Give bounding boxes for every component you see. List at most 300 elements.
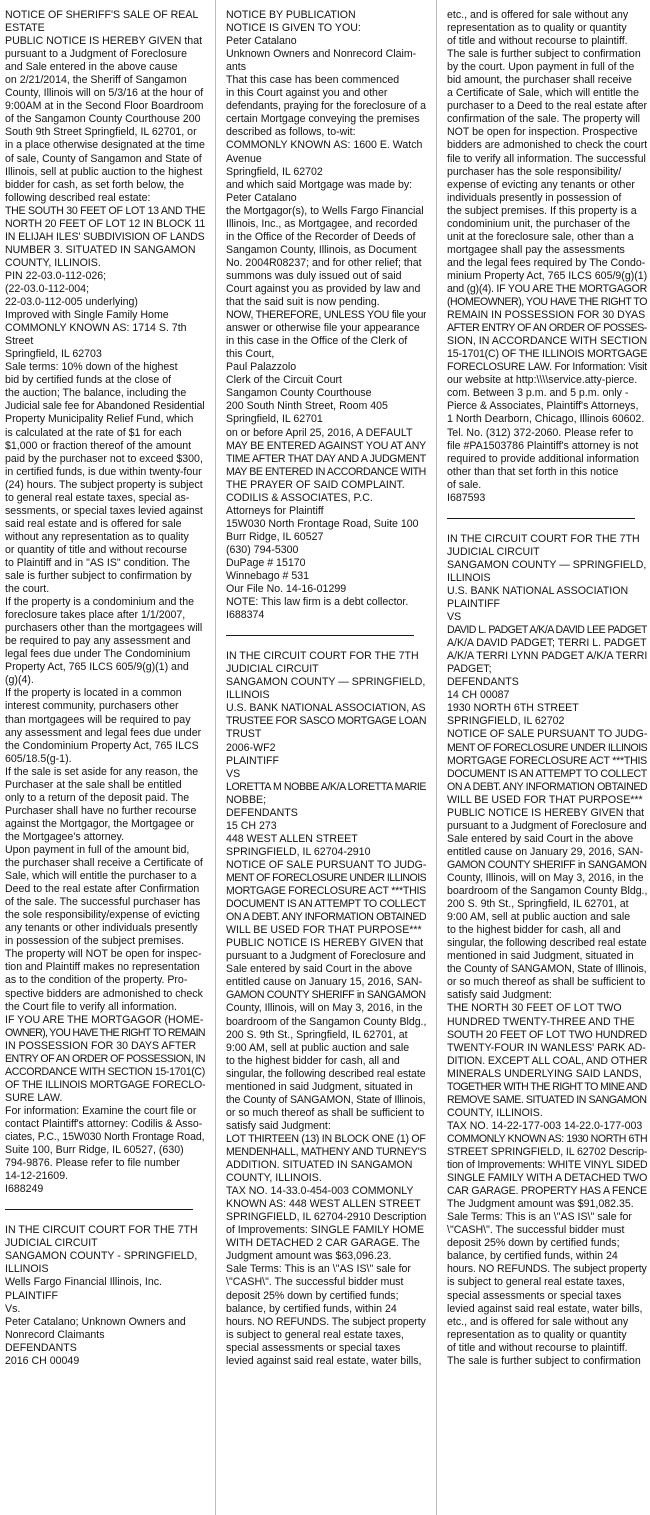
notice-text-line: bidders are admonished to check the court — [447, 139, 647, 152]
notice-text-line: singular, the following described real estate — [447, 937, 647, 950]
notice-text-line: Springfield, IL 62701 — [226, 413, 323, 426]
notice-text-line: Sale entered by said Court in the above — [226, 963, 413, 976]
notice-text-line: hours. NO REFUNDS. The subject property — [226, 1315, 426, 1328]
notice-text-line: For information: Examine the court file or — [5, 1104, 197, 1117]
notice-text-line: that the said suit is now pending. — [226, 296, 380, 309]
notice-text-line: special assessments or special taxes — [447, 1289, 622, 1302]
notice-text-line: is subject to general real estate taxes, — [447, 1276, 625, 1289]
notice-text-line: purchaser to a Deed to the real estate after — [447, 100, 647, 113]
notice-text-line: COUNTY, ILLINOIS. — [226, 1172, 322, 1185]
notice-text-line: \"CASH\". The successful bidder must — [447, 1224, 625, 1237]
notice-text-line: PLAINTIFF — [226, 754, 279, 767]
notice-text-line: WILL BE USED FOR THAT PURPOSE*** — [226, 924, 422, 937]
notice-text-line: Unknown Owners and Nonrecord Claim- — [226, 48, 417, 61]
notice-text-line: Court against you as provided by law and — [226, 282, 421, 295]
notice-text-line: No. 2004R08237; and for other relief; that — [226, 256, 422, 269]
notice-text-line: CAR GARAGE. PROPERTY HAS A FENCE — [447, 1185, 647, 1198]
column-2 — [226, 9, 426, 1515]
notice-text-line: $1,000 or fraction thereof of the amount — [5, 439, 192, 452]
notice-text-line: of title and without recourse to plaintiff. — [447, 35, 628, 48]
notice-text-line: 200 South Ninth Street, Room 405 — [226, 400, 388, 413]
notice-text-line: 15W030 North Frontage Road, Suite 100 — [226, 517, 419, 530]
notice-text-line: in the Office of the Recorder of Deeds of — [226, 230, 416, 243]
notice-text-line: contact Plaintiff's attorney: Codilis & Asso- — [5, 1117, 203, 1130]
notice-text-line: SPRINGFIELD, IL 62702 — [447, 715, 565, 728]
notice-text-line: ACCORDANCE WITH SECTION 15-1701(C) — [5, 1065, 205, 1078]
notice-text-line: JUDICIAL CIRCUIT — [5, 1237, 98, 1250]
notice-text-line: IN ELIJAH ILES' SUBDIVISION OF LANDS — [5, 230, 205, 243]
notice-text-line: the auction; The balance, including the — [5, 387, 187, 400]
notice-text-line: ILLINOIS — [226, 689, 270, 702]
notice-text-line: MORTGAGE FORECLOSURE ACT ***THIS — [447, 754, 647, 767]
notice-text-line: County, Illinois, will on May 3, 2016, in the — [447, 872, 644, 884]
legal-notice — [226, 650, 426, 1368]
notice-text-line: PUBLIC NOTICE IS HEREBY GIVEN that — [447, 806, 645, 819]
notice-text-line: levied against said real estate, water bills, — [447, 1302, 643, 1315]
notice-text-line: Judicial sale fee for Abandoned Residential — [5, 400, 205, 413]
notice-text-line: SPRINGFIELD, IL 62704-2910 — [226, 845, 371, 858]
notice-text-line: the subject premises. If this property is a — [447, 204, 637, 217]
notice-text-line: mentioned in said Judgment, situated in — [447, 950, 634, 963]
notice-text-line: TAX NO. 14-22-177-003 14-22.0-177-003 — [447, 1119, 643, 1132]
notice-text-line: VS — [226, 767, 241, 780]
notice-text-line: THE NORTH 30 FEET OF LOT TWO — [447, 1002, 622, 1015]
notice-text-line: SURE LAW. — [5, 1091, 63, 1104]
notice-text-line: boardroom of the Sangamon County Bldg., — [226, 1015, 426, 1028]
notice-text-line: is calculated at the rate of $1 for each — [5, 426, 182, 439]
notice-text-line: ENTRY OF AN ORDER OF POSSESSION, IN — [5, 1052, 205, 1065]
notice-text-line: tion and Plaintiff makes no representation — [5, 961, 200, 974]
notice-text-line: The Judgment amount was $91,082.35. — [447, 1198, 634, 1211]
notice-text-line: in this Court against you and other — [226, 87, 388, 100]
notice-text-line: to the highest bidder for cash, all and — [226, 1054, 400, 1067]
notice-text-line: DuPage # 15170 — [226, 556, 306, 569]
notice-text-line: deposit 25% down by certified funds; — [447, 1237, 620, 1250]
notice-text-line: deposit 25% down by certified funds; — [226, 1289, 399, 1302]
notice-text-line: is subject to general real estate taxes, — [226, 1328, 404, 1341]
notice-text-line: South 9th Street Springfield, IL 62701, or — [5, 126, 197, 139]
notice-text-line: GAMON COUNTY SHERIFF in SANGAMON — [447, 858, 647, 871]
notice-text-line: (g)(4). — [5, 674, 34, 687]
notice-text-line: ILLINOIS — [447, 571, 491, 584]
notice-text-line: etc., and is offered for sale without any — [447, 9, 629, 21]
notice-text-line: ESTATE — [5, 22, 45, 35]
notice-text-line: in a place otherwise designated at the time — [5, 139, 205, 152]
notice-text-line: or so much thereof as shall be sufficient to — [226, 1106, 425, 1119]
notice-divider — [5, 1209, 193, 1210]
notice-text-line: Suite 100, Burr Ridge, IL 60527, (630) — [5, 1144, 184, 1157]
notice-text-line: purchasers other than the mortgagees will — [5, 622, 203, 635]
notice-text-line: NOBBE; — [226, 793, 267, 806]
legal-notice — [5, 1224, 205, 1368]
notice-text-line: CODILIS & ASSOCIATES, P.C. — [226, 491, 373, 504]
notice-text-line: REMOVE SAME. SITUATED IN SANGAMON — [447, 1093, 647, 1106]
notice-text-line: sessments, or special taxes levied against — [5, 504, 203, 517]
notice-text-line: SOUTH 20 FEET OF LOT TWO HUNDRED — [447, 1028, 647, 1041]
notice-text-line: than mortgagees will be required to pay — [5, 713, 191, 726]
notice-text-line: 22-03.0-112-005 underlying) — [5, 296, 138, 309]
notice-text-line: (630) 794-5300 — [226, 543, 299, 556]
notice-text-line: The sale is further subject to confirmation — [447, 1354, 641, 1367]
notice-text-line: the Court file to verify all information. — [5, 1000, 177, 1013]
notice-text-line: Purchaser shall have no further recourse — [5, 804, 197, 817]
notice-text-line: the purchaser shall receive a Certificate of — [5, 857, 203, 870]
notice-text-line: MAY BE ENTERED IN ACCORDANCE WITH — [226, 465, 426, 478]
notice-text-line: 794-9876. Please refer to file number — [5, 1157, 180, 1170]
notice-text-line: pursuant to a Judgment of Foreclosure — [5, 48, 187, 61]
notice-text-line: THE SOUTH 30 FEET OF LOT 13 AND THE — [5, 204, 205, 217]
notice-text-line: Sale, which will entitle the purchaser to a — [5, 870, 197, 883]
notice-text-line: OWNER), YOU HAVE THE RIGHT TO REMAIN — [5, 1026, 205, 1039]
notice-text-line: TAX NO. 14-33.0-454-003 COMMONLY — [226, 1185, 414, 1198]
notice-text-line: AFTER ENTRY OF AN ORDER OF POSSES- — [447, 322, 647, 335]
notice-text-line: etc., and is offered for sale without any — [447, 1315, 629, 1328]
notice-text-line: 15-1701(C) OF THE ILLINOIS MORTGAGE — [447, 348, 647, 361]
notice-text-line: Attorneys for Plaintiff — [226, 504, 324, 517]
notice-text-line: REMAIN IN POSSESSION FOR 30 DYAS — [447, 309, 646, 322]
notice-text-line: balance, by certified funds, within 24 — [226, 1302, 397, 1315]
notice-text-line: in certified funds, is due within twenty-four — [5, 465, 202, 478]
notice-text-line: Sale entered by said Court in the above — [447, 832, 634, 845]
notice-text-line: sale is further subject to confirmation by — [5, 570, 192, 583]
notice-text-line: of title and without recourse to plaintiff. — [447, 1341, 628, 1354]
notice-text-line: levied against said real estate, water bills, — [226, 1354, 422, 1367]
notice-text-line: SANGAMON COUNTY - SPRINGFIELD, — [5, 1250, 198, 1263]
notice-text-line: ILLINOIS — [5, 1263, 49, 1276]
notice-text-line: I688249 — [5, 1183, 44, 1196]
notice-text-line: without any representation as to quality — [5, 530, 189, 543]
notice-text-line: NOTE: This law firm is a debt collector. — [226, 596, 409, 609]
notice-text-line: to the highest bidder for cash, all and — [447, 924, 621, 937]
notice-text-line: COMMONLY KNOWN AS: 1714 S. 7th — [5, 322, 187, 335]
notice-text-line: A/K/A DAVID PADGET; TERRI L. PADGET — [447, 637, 647, 650]
notice-text-line: Sangamon County, Illinois, as Document — [226, 243, 417, 256]
notice-text-line: 9:00 AM, sell at public auction and sale — [226, 1041, 410, 1054]
notice-text-line: confirmation of the sale. The property will — [447, 113, 640, 126]
notice-text-line: TWENTY-FOUR IN WANLESS' PARK AD- — [447, 1041, 646, 1054]
notice-text-line: against the Mortgagor, the Mortgagee or — [5, 817, 195, 830]
notice-text-line: in this case in the Office of the Clerk of — [226, 335, 408, 348]
notice-text-line: legal fees due under The Condominium — [5, 648, 191, 661]
notice-text-line: representation as to quality or quantity — [447, 1328, 627, 1341]
notice-text-line: The sale is further subject to confirmation — [447, 48, 641, 61]
notice-text-line: or so much thereof as shall be sufficient to — [447, 976, 646, 989]
notice-text-line: WILL BE USED FOR THAT PURPOSE*** — [447, 793, 643, 806]
notice-text-line: SANGAMON COUNTY — SPRINGFIELD, — [447, 558, 647, 571]
notice-text-line: 9:00 AM, sell at public auction and sale — [447, 911, 631, 924]
notice-text-line: LORETTA M NOBBE A/K/A LORETTA MARIE — [226, 780, 426, 793]
notice-text-line: ciates, P.C., 15W030 North Frontage Road, — [5, 1131, 205, 1144]
notice-text-line: com. Between 3 p.m. and 5 p.m. only - — [447, 387, 629, 400]
notice-text-line: That this case has been commenced — [226, 74, 400, 87]
notice-text-line: on or before April 25, 2016, A DEFAULT — [226, 426, 413, 439]
notice-text-line: NOTICE OF SHERIFF'S SALE OF REAL — [5, 9, 199, 21]
notice-text-line: 605/18.5(g-1). — [5, 752, 72, 765]
notice-text-line: bid amount, the purchaser shall receive — [447, 74, 632, 87]
notice-text-line: SION, IN ACCORDANCE WITH SECTION — [447, 335, 647, 348]
notice-text-line: PIN 22-03.0-112-026; — [5, 269, 107, 282]
notice-text-line: Upon payment in full of the amount bid, — [5, 844, 190, 856]
notice-text-line: MENDENHALL, MATHENY AND TURNEY'S — [226, 1145, 426, 1158]
notice-text-line: I688374 — [226, 609, 265, 622]
notice-text-line: Peter Catalano — [226, 35, 297, 48]
notice-text-line: and which said Mortgage was made by: — [226, 178, 413, 191]
notice-text-line: Street — [5, 335, 34, 348]
notice-text-line: the Condominium Property Act, 765 ILCS — [5, 739, 199, 752]
notice-text-line: mortgagee shall pay the assessments — [447, 243, 625, 256]
notice-text-line: 1 North Dearborn, Chicago, Illinois 60602. — [447, 413, 645, 426]
notice-text-line: Paul Palazzolo — [226, 361, 297, 374]
notice-text-line: boardroom of the Sangamon County Bldg., — [447, 885, 647, 898]
notice-text-line: COUNTY, ILLINOIS. — [5, 256, 101, 269]
notice-text-line: Our File No. 14-16-01299 — [226, 583, 347, 596]
notice-text-line: to Plaintiff and in "AS IS" condition. The — [5, 556, 190, 569]
notice-text-line: County, Illinois, will on May 3, 2016, in the — [226, 1002, 423, 1015]
notice-text-line: (24) hours. The subject property is subject — [5, 478, 203, 491]
notice-text-line: condominium unit, the purchaser of the — [447, 217, 631, 230]
notice-text-line: IN THE CIRCUIT COURT FOR THE 7TH — [447, 532, 640, 545]
notice-text-line: only to a return of the deposit paid. The — [5, 791, 190, 804]
notice-text-line: or quantity of title and without recourse — [5, 543, 187, 556]
notice-text-line: special assessments or special taxes — [226, 1341, 401, 1354]
notice-text-line: 2016 CH 00049 — [5, 1354, 80, 1367]
notice-text-line: the Mortgagee's attorney. — [5, 830, 125, 843]
notice-text-line: interest community, purchasers other — [5, 700, 179, 713]
notice-text-line: JUDICIAL CIRCUIT — [447, 545, 540, 558]
notice-text-line: COMMONLY KNOWN AS: 1930 NORTH 6TH — [447, 1132, 647, 1145]
notice-text-line: HUNDRED TWENTY-THREE AND THE — [447, 1015, 635, 1028]
notice-text-line: MENT OF FORECLOSURE UNDER ILLINOIS — [447, 741, 647, 754]
notice-text-line: DEFENDANTS — [226, 806, 298, 819]
notice-text-line: Sale terms: 10% down of the highest — [5, 361, 178, 374]
notice-text-line: OF THE ILLINOIS MORTGAGE FORECLO- — [5, 1078, 205, 1091]
notice-text-line: file #PA1503786 Plaintiff's attorney is not — [447, 439, 639, 452]
notice-text-line: LOT THIRTEEN (13) IN BLOCK ONE (1) OF — [226, 1132, 426, 1145]
notice-text-line: of sale. — [447, 478, 482, 491]
notice-text-line: MAY BE ENTERED AGAINST YOU AT ANY — [226, 439, 426, 452]
notice-text-line: TRUST — [226, 728, 262, 741]
notice-text-line: Springfield, IL 62702 — [226, 165, 323, 178]
notice-text-line: NOW, THEREFORE, UNLESS YOU file your — [226, 309, 426, 322]
notice-text-line: Sale Terms: This is an \"AS IS\" sale for — [447, 1211, 632, 1224]
notice-text-line: PLAINTIFF — [5, 1289, 58, 1302]
notice-text-line: 9:00AM at in the Second Floor Boardroom — [5, 100, 204, 113]
notice-text-line: any assessment and legal fees due under — [5, 726, 202, 739]
notice-text-line: DEFENDANTS — [447, 676, 519, 689]
notice-text-line: NUMBER 3. SITUATED IN SANGAMON — [5, 243, 196, 256]
notice-text-line: by the court. Upon payment in full of the — [447, 61, 635, 74]
notice-text-line: VS — [447, 611, 462, 624]
notice-text-line: Illinois, Inc., as Mortgagee, and recorded — [226, 217, 418, 230]
notice-text-line: ADDITION. SITUATED IN SANGAMON — [226, 1159, 413, 1172]
notice-text-line: ON A DEBT. ANY INFORMATION OBTAINED — [226, 911, 426, 924]
notice-text-line: 2006-WF2 — [226, 741, 276, 754]
notice-text-line: the court. — [5, 583, 50, 596]
legal-notice — [226, 9, 426, 622]
notice-text-line: bidder for cash, as set forth below, the — [5, 178, 185, 191]
notice-text-line: file to verify all information. The successful — [447, 152, 646, 165]
notice-text-line: SANGAMON COUNTY — SPRINGFIELD, — [226, 676, 426, 689]
notice-text-line: Tel. No. (312) 372-2060. Please refer to — [447, 426, 634, 439]
notice-text-line: other than that set forth in this notice — [447, 465, 619, 478]
notice-text-line: of Improvements: SINGLE FAMILY HOME — [226, 1224, 425, 1237]
notice-text-line: Property Act, 765 ILCS 605/9(g)(1) and — [5, 661, 189, 674]
notice-text-line: PUBLIC NOTICE IS HEREBY GIVEN that — [5, 35, 203, 48]
notice-text-line: County, Illinois will on 5/3/16 at the hour of — [5, 87, 204, 100]
notice-text-line: Nonrecord Claimants — [5, 1328, 105, 1341]
notice-text-line: 14-12-21609. — [5, 1170, 69, 1183]
notice-text-line: DAVID L. PADGET A/K/A DAVID LEE PADGET — [447, 624, 647, 637]
notice-text-line: Vs. — [5, 1302, 21, 1315]
notice-text-line: NORTH 20 FEET OF LOT 12 IN BLOCK 11 — [5, 217, 205, 230]
notice-text-line: IN THE CIRCUIT COURT FOR THE 7TH — [226, 650, 419, 663]
notice-text-line: PUBLIC NOTICE IS HEREBY GIVEN that — [226, 937, 424, 950]
notice-text-line: Deed to the real estate after Confirmation — [5, 883, 200, 896]
notice-text-line: TRUSTEE FOR SASCO MORTGAGE LOAN — [226, 715, 426, 728]
notice-text-line: Avenue — [226, 152, 262, 165]
notice-text-line: Judgment amount was $63,096.23. — [226, 1250, 392, 1263]
notice-text-line: bid by certified funds at the close of — [5, 374, 172, 387]
notice-text-line: minium Property Act, 765 ILCS 605/9(g)(1) — [447, 269, 647, 282]
notice-text-line: in possession of the subject premises. — [5, 935, 185, 948]
column-3 — [447, 9, 647, 1515]
notice-text-line: the sole responsibility/expense of evicting — [5, 909, 200, 922]
notice-text-line: defendants, praying for the foreclosure of a — [226, 100, 426, 113]
notice-text-line: pursuant to a Judgment of Foreclosure and — [226, 950, 426, 963]
notice-text-line: 200 S. 9th St., Springfield, IL 62701, at — [226, 1028, 408, 1041]
notice-text-line: and (g)(4). IF YOU ARE THE MORTGAGOR — [447, 282, 647, 295]
notice-text-line: MORTGAGE FORECLOSURE ACT ***THIS — [226, 885, 426, 898]
notice-text-line: STREET SPRINGFIELD, IL 62702 Descrip- — [447, 1145, 647, 1158]
notice-text-line: described as follows, to-wit: — [226, 126, 356, 139]
notice-divider — [226, 635, 414, 636]
notice-text-line: individuals presently in possession of — [447, 191, 622, 204]
notice-text-line: Burr Ridge, IL 60527 — [226, 530, 324, 543]
notice-text-line: IN THE CIRCUIT COURT FOR THE 7TH — [5, 1224, 198, 1237]
column-divider-2 — [436, 0, 437, 1515]
notice-text-line: U.S. BANK NATIONAL ASSOCIATION — [447, 584, 629, 597]
notice-text-line: on 2/21/2014, the Sheriff of Sangamon — [5, 74, 187, 87]
notice-text-line: DEFENDANTS — [5, 1341, 77, 1354]
column-divider-1 — [215, 0, 216, 1515]
notice-text-line: TOGETHER WITH THE RIGHT TO MINE AND — [447, 1080, 647, 1093]
notice-text-line: summons was duly issued out of said — [226, 269, 402, 282]
notice-text-line: TIME AFTER THAT DAY AND A JUDGMENT — [226, 452, 426, 465]
notice-text-line: DOCUMENT IS AN ATTEMPT TO COLLECT — [447, 767, 647, 780]
notice-text-line: NOTICE BY PUBLICATION — [226, 9, 356, 21]
notice-text-line: hours. NO REFUNDS. The subject property — [447, 1263, 647, 1276]
notice-text-line: Illinois, sell at public auction to the highest — [5, 165, 203, 178]
notice-text-line: COMMONLY KNOWN AS: 1600 E. Watch — [226, 139, 423, 152]
notice-text-line: ON A DEBT. ANY INFORMATION OBTAINED — [447, 780, 647, 793]
notice-text-line: NOT be open for inspection. Prospective — [447, 126, 638, 139]
notice-text-line: FORECLOSURE LAW. For Information: Visit — [447, 361, 647, 374]
notice-text-line: tion of Improvements: WHITE VINYL SIDED — [447, 1159, 647, 1172]
notice-text-line: satisfy said Judgment: — [447, 989, 552, 1002]
notice-divider — [447, 518, 635, 519]
notice-text-line: entitled cause on January 15, 2016, SAN- — [226, 976, 423, 989]
notice-text-line: 1930 NORTH 6TH STREET — [447, 702, 579, 715]
notice-text-line: singular, the following described real estate — [226, 1067, 426, 1080]
notice-text-line: the Mortgagor(s), to Wells Fargo Financial — [226, 204, 424, 217]
notice-text-line: SPRINGFIELD, IL 62704-2910 Description — [226, 1211, 426, 1224]
notice-text-line: GAMON COUNTY SHERIFF in SANGAMON — [226, 989, 426, 1002]
legal-notice — [447, 533, 647, 1368]
notice-text-line: Winnebago # 531 — [226, 570, 310, 583]
notice-text-line: the County of SANGAMON, State of Illinois, — [447, 963, 647, 976]
notice-text-line: NOTICE OF SALE PURSUANT TO JUDG- — [447, 728, 647, 741]
notice-text-line: and Sale entered in the above cause — [5, 61, 178, 74]
notice-text-line: \"CASH\". The successful bidder must — [226, 1276, 404, 1289]
notice-text-line: SINGLE FAMILY WITH A DETACHED TWO — [447, 1172, 647, 1185]
notice-text-line: unit at the foreclosure sale, other than a — [447, 230, 634, 243]
notice-text-line: following described real estate: — [5, 191, 151, 204]
notice-text-line: and the legal fees required by The Condo- — [447, 256, 646, 269]
notice-text-line: balance, by certified funds, within 24 — [447, 1250, 618, 1263]
notice-text-line: spective bidders are admonished to check — [5, 987, 203, 1000]
notice-text-line: If the property is located in a common — [5, 687, 182, 700]
notice-text-line: Property Municipality Relief Fund, which — [5, 413, 194, 426]
notice-text-line: WITH DETACHED 2 CAR GARAGE. The — [226, 1237, 420, 1250]
notice-text-line: of sale, County of Sangamon and State of — [5, 152, 202, 165]
notice-text-line: NOTICE IS GIVEN TO YOU: — [226, 22, 361, 35]
notice-text-line: a Certificate of Sale, which will entitle the — [447, 87, 639, 100]
notice-text-line: DOCUMENT IS AN ATTEMPT TO COLLECT — [226, 898, 426, 911]
notice-text-line: Improved with Single Family Home — [5, 309, 169, 322]
notice-text-line: purchaser has the sole responsibility/ — [447, 165, 622, 178]
notice-text-line: COUNTY, ILLINOIS. — [447, 1106, 543, 1119]
notice-text-line: (HOMEOWNER), YOU HAVE THE RIGHT TO — [447, 296, 647, 309]
notice-text-line: the County of SANGAMON, State of Illinois, — [226, 1093, 426, 1106]
notice-text-line: mentioned in said Judgment, situated in — [226, 1080, 413, 1093]
notice-text-line: IN POSSESSION FOR 30 DAYS AFTER — [5, 1039, 197, 1052]
notice-text-line: required to provide additional information — [447, 452, 639, 465]
notice-text-line: U.S. BANK NATIONAL ASSOCIATION, AS — [226, 702, 426, 715]
notice-text-line: be required to pay any assessment and — [5, 635, 191, 648]
notice-text-line: foreclosure takes place after 1/1/2007, — [5, 609, 186, 622]
notice-text-line: DITION. EXCEPT ALL COAL, AND OTHER — [447, 1054, 647, 1067]
notice-text-line: I687593 — [447, 491, 486, 504]
notice-text-line: said real estate and is offered for sale — [5, 517, 182, 530]
notice-text-line: certain Mortgage conveying the premises — [226, 113, 420, 126]
notice-text-line: (22-03.0-112-004; — [5, 282, 90, 295]
column-1 — [5, 9, 205, 1515]
notice-text-line: 14 CH 00087 — [447, 689, 510, 702]
notice-text-line: this Court, — [226, 348, 275, 361]
notice-text-line: THE PRAYER OF SAID COMPLAINT. — [226, 478, 405, 491]
legal-notice — [447, 9, 647, 505]
legal-notice — [5, 9, 205, 1196]
notice-text-line: If the sale is set aside for any reason, the — [5, 765, 199, 778]
notice-text-line: If the property is a condominium and the — [5, 596, 195, 609]
notice-text-line: KNOWN AS: 448 WEST ALLEN STREET — [226, 1198, 421, 1211]
notice-text-line: of the Sangamon County Courthouse 200 — [5, 113, 201, 126]
notice-text-line: ants — [226, 61, 247, 74]
notice-text-line: as to the condition of the property. Pro- — [5, 974, 188, 987]
notice-text-line: to general real estate taxes, special as- — [5, 491, 190, 504]
notice-text-line: JUDICIAL CIRCUIT — [226, 663, 319, 676]
notice-text-line: of the sale. The successful purchaser has — [5, 896, 201, 909]
notice-text-line: answer or otherwise file your appearance — [226, 322, 420, 335]
notice-text-line: expense of evicting any tenants or other — [447, 178, 635, 191]
notice-text-line: IF YOU ARE THE MORTGAGOR (HOME- — [5, 1013, 204, 1026]
notice-text-line: NOTICE OF SALE PURSUANT TO JUDG- — [226, 858, 426, 871]
notice-text-line: satisfy said Judgment: — [226, 1119, 331, 1132]
notice-text-line: any tenants or other individuals presently — [5, 922, 198, 935]
notice-text-line: Wells Fargo Financial Illinois, Inc. — [5, 1276, 163, 1289]
notice-text-line: A/K/A TERRI LYNN PADGET A/K/A TERRI — [447, 650, 647, 663]
notice-text-line: our website at http:\\\\service.atty-pierce. — [447, 374, 638, 387]
